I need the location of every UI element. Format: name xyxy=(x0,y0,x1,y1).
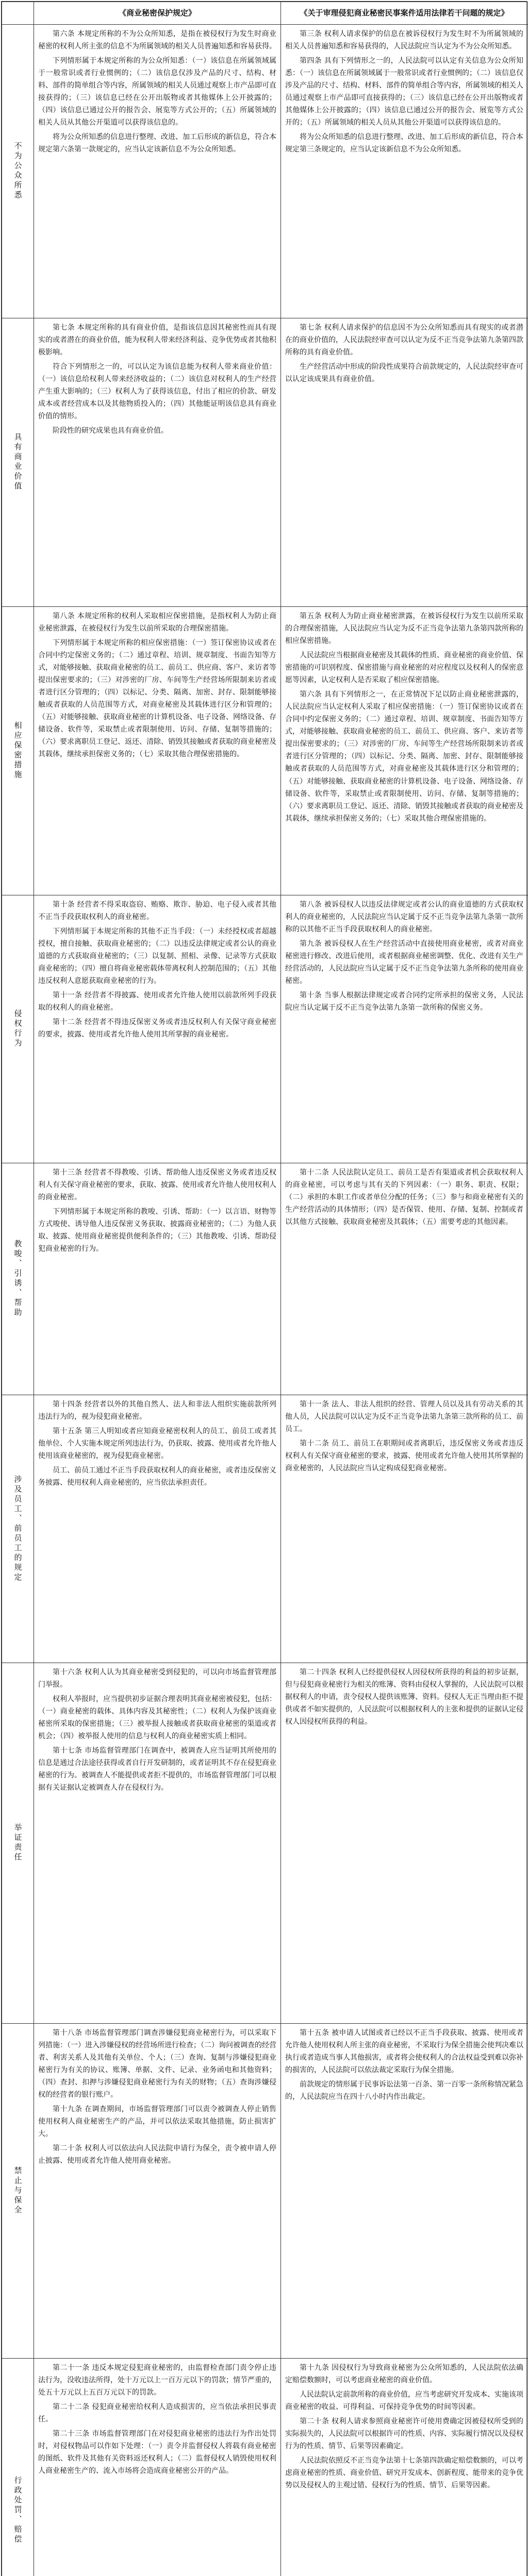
header-left-title: 《商业秘密保护规定》 xyxy=(34,2,281,25)
category-label: 具有商业价值 xyxy=(13,433,23,492)
right-provision-cell xyxy=(281,318,528,606)
left-provision-cell xyxy=(34,1395,281,1663)
right-provision-cell xyxy=(281,2023,528,2358)
right-provision-paragraph: 第五条 权利人为防止商业秘密泄露，在被诉侵权行为发生以前所采取的合理保密措施，人民法院应当认定为反不正当竞争法第九条第四款所称的相应保密措施。 xyxy=(285,612,523,645)
left-provision-paragraph: 下列情形属于本规定所称的教唆、引诱、帮助：（一）以言语、财物等方式唆使、诱导他人违反保密义务获取、披露商业秘密的；（二）为他人获取、披露、使用商业秘密提供便利条件的；（三）其他教唆、引诱、帮助侵犯商业秘密的行为。 xyxy=(38,1207,276,1253)
left-provision-paragraph: 第二十一条 违反本规定侵犯商业秘密的，由监督检查部门责令停止违法行为，没收违法所得，处十万元以上一百万元以下的罚款；情节严重的，处五十万元以上五百万元以下的罚款。 xyxy=(38,2363,276,2397)
category-label: 涉及员工、前员工的规定 xyxy=(13,1475,23,1583)
category-label: 相应保密措施 xyxy=(13,721,23,780)
left-provision-paragraph: 第十三条 经营者不得教唆、引诱、帮助他人违反保密义务或者违反权利人有关保守商业秘密的要求，获取、披露、使用或者允许他人使用权利人的商业秘密。 xyxy=(38,1168,276,1201)
category-cell xyxy=(2,1163,34,1395)
right-provision-paragraph: 人民法院依照反不正当竞争法第十七条第四款确定赔偿数额的，可以考虑商业秘密的性质、商业价值、研究开发成本、创新程度、能带来的竞争优势以及侵权人的主观过错、侵权行为的性质、情节、后果等因素。 xyxy=(285,2456,523,2490)
right-provision-paragraph: 第九条 被诉侵权人在生产经营活动中直接使用商业秘密，或者对商业秘密进行修改、改进后使用，或者根据商业秘密调整、优化、改进有关生产经营活动的，人民法院应当认定属于反不正当竞争法第九条所称的使用商业秘密。 xyxy=(285,939,523,985)
right-provision-paragraph: 第十二条 员工、前员工在职期间或者离职后，违反保密义务或者违反权利人有关保守商业秘密的要求，披露、使用或者允许他人使用其所掌握的商业秘密的，人民法院应当认定构成侵犯商业秘密。 xyxy=(285,1439,523,1472)
right-provision-paragraph: 生产经营活动中形成的阶段性成果符合前款规定的，人民法院经审查可以认定该成果具有商业价值。 xyxy=(285,362,523,383)
left-provision-cell xyxy=(34,2358,281,2576)
right-provision-cell xyxy=(281,895,528,1163)
right-provision-cell xyxy=(281,1663,528,2023)
left-provision-paragraph: 第二十三条 市场监督管理部门在对侵犯商业秘密的违法行为作出处罚时，对侵权物品可以作如下处理：（一）责令并监督侵权人将载有商业秘密的图纸、软件及其他有关资料返还权利人；（二）监督侵权人销毁使用权利人商业秘密生产的、流入市场将会造成商业秘密公开的产品。 xyxy=(38,2429,276,2476)
right-provision-paragraph: 第七条 权利人请求保护的信息因不为公众所知悉而具有现实的或者潜在的商业价值的，人民法院经审查可以认定为反不正当竞争法第九条第四款所称的具有商业价值。 xyxy=(285,323,523,357)
category-cell xyxy=(2,895,34,1163)
category-label: 举证责任 xyxy=(13,1823,23,1862)
left-provision-paragraph: 将为公众所知悉的信息进行整理、改进、加工后形成的新信息，符合本规定第六条第一款规定的，应当认定该新信息不为公众所知悉。 xyxy=(38,133,276,154)
left-provision-paragraph: 第十五条 第三人明知或者应知商业秘密权利人的员工、前员工或者其他单位、个人实施本规定所列违法行为，仍获取、披露、使用或者允许他人使用该商业秘密的，视为侵犯商业秘密。 xyxy=(38,1427,276,1460)
left-provision-cell xyxy=(34,895,281,1163)
right-provision-paragraph: 第八条 被诉侵权人以违反法律规定或者公认的商业道德的方式获取权利人的商业秘密的，人民法院应当认定属于反不正当竞争法第九条第一款所称的以其他不正当手段获取权利人的商业秘密。 xyxy=(285,900,523,934)
right-provision-cell xyxy=(281,606,528,895)
left-provision-paragraph: 第二十二条 侵犯商业秘密给权利人造成损害的，应当依法承担民事责任。 xyxy=(38,2402,276,2424)
left-provision-paragraph: 下列情形属于本规定所称的为公众所知悉：（一）该信息在所属领域属于一般常识或者行业惯例的；（二）该信息仅涉及产品的尺寸、结构、材料、部件的简单组合等内容，所属领域的相关人员通过观察上市产品即可直接获得的；（三）该信息已经在公开出版物或者其他媒体上公开披露的；（四）该信息已通过公开的报告会、展览等方式公开的；（五）所属领域的相关人员从其他公开渠道可以获得该信息的。 xyxy=(38,56,276,127)
table-row xyxy=(2,606,528,895)
left-provision-paragraph: 下列情形属于本规定所称的其他不正当手段：（一）未经授权或者超越授权，擅自接触、获取商业秘密的；（二）以违反法律规定或者公认的商业道德的方式获取商业秘密的；（三）以复制、照相、录像、记录等方式获取商业秘密的；（四）擅自将商业秘密载体带离权利人控制范围的；（五）其他违反权利人意愿获取商业秘密的行为。 xyxy=(38,927,276,985)
right-provision-paragraph: 第二十四条 权利人已经提供侵权人因侵权所获得的利益的初步证据，但与侵犯商业秘密行为相关的账簿、资料由侵权人掌握的，人民法院可以根据权利人的申请，责令侵权人提供该账簿、资料。侵权人无正当理由拒不提供或者不如实提供的，人民法院可以根据权利人的主张和提供的证据认定侵权人因侵权所获得的利益。 xyxy=(285,1668,523,1726)
left-provision-paragraph: 权利人举报时，应当提供初步证据合理表明其商业秘密被侵犯，包括：（一）商业秘密的载体、具体内容及其秘密性；（二）权利人为保护该商业秘密所采取的保密措施；（三）被举报人接触或者获取商业秘密的渠道或者机会；（四）被举报人使用的信息与权利人的商业秘密实质上相同。 xyxy=(38,1694,276,1740)
category-label: 禁止与保全 xyxy=(13,2166,23,2215)
right-provision-cell xyxy=(281,24,528,318)
left-provision-paragraph: 阶段性的研究成果也具有商业价值。 xyxy=(53,427,168,435)
category-label: 教唆、引诱、帮助 xyxy=(13,1240,23,1318)
left-provision-paragraph: 第十七条 市场监督管理部门在调查中，被调查人应当证明其所使用的信息是通过合法途径获得或者自行开发研制的，或者证明其不存在侵犯商业秘密的行为。被调查人不能提供或者拒不提供的，市场监督管理部门可以根据有关证据认定被调查人存在侵权行为。 xyxy=(38,1746,276,1792)
category-label: 行政处罚、赔偿 xyxy=(13,2476,23,2545)
right-provision-paragraph: 人民法院认定前款所称的商业价值，应当考虑研究开发成本、实施该项商业秘密的收益、可得利益、可保持竞争优势的时间等因素。 xyxy=(285,2390,523,2411)
right-provision-paragraph: 第十条 当事人根据法律规定或者合同约定所承担的保密义务，人民法院应当认定属于反不正当竞争法第九条第一款所称的保密义务。 xyxy=(285,991,523,1012)
table-row xyxy=(2,1163,528,1395)
left-provision-paragraph: 第二十条 权利人可以依法向人民法院申请行为保全，责令被申请人停止披露、使用或者允许他人使用商业秘密。 xyxy=(38,2144,276,2165)
category-cell xyxy=(2,606,34,895)
left-provision-paragraph: 第十一条 经营者不得披露、使用或者允许他人使用以前款所列手段获取的权利人的商业秘密。 xyxy=(38,991,276,1012)
left-provision-paragraph: 下列情形属于本规定所称的相应保密措施：（一）签订保密协议或者在合同中约定保密义务的；（二）通过章程、培训、规章制度、书面告知等方式，对能够接触、获取商业秘密的员工、前员工、供应商、客户、来访者等提出保密要求的；（三）对涉密的厂房、车间等生产经营场所限制来访者或者进行区分管理的；（四）以标记、分类、隔离、加密、封存、限制能够接触或者获取的人员范围等方式，对商业秘密及其载体进行区分和管理的；（五）对能够接触、获取商业秘密的计算机设备、电子设备、网络设备、存储设备、软件等，采取禁止或者限制使用、访问、存储、复制等措施的；（六）要求离职员工登记、返还、清除、销毁其接触或者获取的商业秘密及其载体，继续承担保密义务的；（七）采取其他合理保密措施的。 xyxy=(38,638,276,759)
left-provision-paragraph: 员工、前员工通过不正当手段获取权利人的商业秘密，或者违反保密义务披露、使用权利人商业秘密的，应当依法承担责任。 xyxy=(38,1466,276,1487)
table-row xyxy=(2,1663,528,2023)
category-cell xyxy=(2,2358,34,2576)
left-provision-cell xyxy=(34,2023,281,2358)
category-cell xyxy=(2,1395,34,1663)
table-row xyxy=(2,1395,528,1663)
table-row xyxy=(2,2023,528,2358)
left-provision-paragraph: 第十二条 经营者不得违反保密义务或者违反权利人有关保守商业秘密的要求，披露、使用或者允许他人使用其所掌握的商业秘密。 xyxy=(38,1018,276,1039)
category-cell xyxy=(2,318,34,606)
right-provision-cell xyxy=(281,1163,528,1395)
right-provision-paragraph: 人民法院应当根据商业秘密及其载体的性质、商业秘密的商业价值、保密措施的可识别程度、保密措施与商业秘密的对应程度以及权利人的保密意愿等因素，认定权利人是否采取了相应保密措施。 xyxy=(285,651,523,684)
category-label: 不为公众所悉 xyxy=(13,142,23,200)
left-provision-paragraph: 第十九条 在调查期间，市场监督管理部门可以责令被调查人停止销售使用权利人商业秘密生产的产品，并可以依法采取其他措施，防止损害扩大。 xyxy=(38,2105,276,2139)
header-right-title: 《关于审理侵犯商业秘密民事案件适用法律若干问题的规定》 xyxy=(281,2,528,25)
left-provision-cell xyxy=(34,318,281,606)
left-provision-paragraph: 第十六条 权利人认为其商业秘密受到侵犯的，可以向市场监督管理部门举报。 xyxy=(38,1668,276,1689)
right-provision-cell xyxy=(281,2358,528,2576)
right-provision-paragraph: 第十九条 因侵权行为导致商业秘密为公众所知悉的，人民法院依法确定赔偿数额时，可以考虑商业秘密的商业价值。 xyxy=(285,2363,523,2384)
right-provision-paragraph: 第十二条 人民法院认定员工、前员工是否有渠道或者机会获取权利人的商业秘密，可以考虑与其有关的下列因素：（一）职务、职责、权限；（二）承担的本职工作或者单位分配的任务；（三）参与和商业秘密有关的生产经营活动的具体情形；（四）是否保管、使用、存储、复制、控制或者以其他方式接触、获取商业秘密及其载体；（五）需要考虑的其他因素。 xyxy=(285,1168,523,1226)
left-provision-paragraph: 第十条 经营者不得采取盗窃、贿赂、欺诈、胁迫、电子侵入或者其他不正当手段获取权利人的商业秘密。 xyxy=(38,900,276,921)
left-provision-cell xyxy=(34,1163,281,1395)
category-cell xyxy=(2,1663,34,2023)
table-row xyxy=(2,318,528,606)
left-provision-paragraph: 第十八条 市场监督管理部门调查涉嫌侵犯商业秘密行为，可以采取下列措施：（一）进入涉嫌侵权的经营场所进行检查；（二）询问被调查的经营者、利害关系人及其他有关单位、个人；（三）查询、复制与涉嫌侵犯商业秘密行为有关的协议、账簿、单据、文件、记录、业务函电和其他资料；（四）查封、扣押与涉嫌侵犯商业秘密行为有关的财物；（五）查询涉嫌侵权的经营者的银行账户。 xyxy=(38,2028,276,2099)
law-comparison-table xyxy=(2,2,528,2576)
right-provision-paragraph: 第六条 具有下列情形之一，在正常情况下足以防止商业秘密泄露的，人民法院应当认定权利人采取了相应保密措施：（一）签订保密协议或者在合同中约定保密义务的；（二）通过章程、培训、规章制度、书面告知等方式，对能够接触、获取商业秘密的员工、前员工、供应商、客户、来访者等提出保密要求的；（三）对涉密的厂房、车间等生产经营场所限制来访者或者进行区分管理的；（四）以标记、分类、隔离、加密、封存、限制能够接触或者获取的人员范围等方式，对商业秘密及其载体进行区分和管理的；（五）对能够接触、获取商业秘密的计算机设备、电子设备、网络设备、存储设备、软件等，采取禁止或者限制使用、访问、存储、复制等措施的；（六）要求离职员工登记、返还、清除、销毁其接触或者获取的商业秘密及其载体，继续承担保密义务的；（七）采取其他合理保密措施的。 xyxy=(285,690,523,823)
left-provision-paragraph: 第六条 本规定所称的不为公众所知悉，是指在被侵权行为发生时商业秘密的权利人所主张的信息不为所属领域的相关人员普遍知悉和容易获得。 xyxy=(38,29,276,50)
table-row xyxy=(2,24,528,318)
right-provision-cell xyxy=(281,1395,528,1663)
right-provision-paragraph: 将为公众所知悉的信息进行整理、改进、加工后形成的新信息，符合本规定第三条规定的，应当认定该新信息不为公众所知悉。 xyxy=(285,133,523,154)
table-row xyxy=(2,2358,528,2576)
left-provision-paragraph: 第十四条 经营者以外的其他自然人、法人和非法人组织实施前款所列违法行为的，视为侵犯商业秘密。 xyxy=(38,1400,276,1421)
table-header-row xyxy=(2,2,528,25)
left-provision-cell xyxy=(34,1663,281,2023)
table-body xyxy=(2,24,528,2576)
table-row xyxy=(2,895,528,1163)
right-provision-paragraph: 前款规定的情形属于民事诉讼法第一百条、第一百零一条所称情况紧急的，人民法院应当在四十八小时内作出裁定。 xyxy=(285,2080,523,2101)
category-cell xyxy=(2,2023,34,2358)
left-provision-paragraph: 第七条 本规定所称的具有商业价值，是指该信息因其秘密性而具有现实的或者潜在的商业价值，能为权利人带来经济利益、竞争优势或者其他积极影响。 xyxy=(38,323,276,357)
right-provision-paragraph: 第十五条 被申请人试图或者已经以不正当手段获取、披露、使用或者允许他人使用权利人所主张的商业秘密，不采取行为保全措施会使判决难以执行或者造成当事人其他损害，或者将会使权利人的合法权益受到难以弥补的损害的，人民法院可以依法裁定采取行为保全措施。 xyxy=(285,2028,523,2074)
right-provision-paragraph: 第十一条 法人、非法人组织的经营、管理人员以及具有劳动关系的其他人员，人民法院可以认定为反不正当竞争法第九条第三款所称的员工、前员工。 xyxy=(285,1400,523,1433)
left-provision-cell xyxy=(34,606,281,895)
right-provision-paragraph: 第二十条 权利人请求参照商业秘密许可使用费确定因被侵权所受到的实际损失的，人民法院可以根据许可的性质、内容、实际履行情况以及侵权行为的性质、情节、后果等因素确定。 xyxy=(285,2417,523,2450)
right-provision-paragraph: 第三条 权利人请求保护的信息在被诉侵权行为发生时不为所属领域的相关人员普遍知悉和容易获得的，人民法院应当认定为不为公众所知悉。 xyxy=(285,29,523,50)
category-cell xyxy=(2,24,34,318)
left-provision-paragraph: 符合下列情形之一的，可以认定为该信息能为权利人带来商业价值：（一）该信息给权利人带来经济收益的；（二）该信息对权利人的生产经营产生重大影响的；（三）权利人为了获得该信息，付出了相应的价款、研发成本或者经营成本以及其他物质投入的；（四）其他能证明该信息具有商业价值的情形。 xyxy=(38,362,276,421)
left-provision-cell xyxy=(34,24,281,318)
header-category-cell xyxy=(2,2,34,25)
right-provision-paragraph: 第四条 具有下列情形之一的，人民法院可以认定有关信息为公众所知悉：（一）该信息在所属领域属于一般常识或者行业惯例的；（二）该信息仅涉及产品的尺寸、结构、材料、部件的简单组合等内容，所属领域的相关人员通过观察上市产品即可直接获得的；（三）该信息已经在公开出版物或者其他媒体上公开披露的；（四）该信息已通过公开的报告会、展览等方式公开的；（五）所属领域的相关人员从其他公开渠道可以获得该信息的。 xyxy=(285,56,523,127)
comparison-table xyxy=(1,1,527,2576)
category-label: 侵权行为 xyxy=(13,1009,23,1048)
left-provision-paragraph: 第八条 本规定所称的权利人采取相应保密措施，是指权利人为防止商业秘密泄露，在被侵权行为发生以前所采取的合理保密措施。 xyxy=(38,612,276,633)
